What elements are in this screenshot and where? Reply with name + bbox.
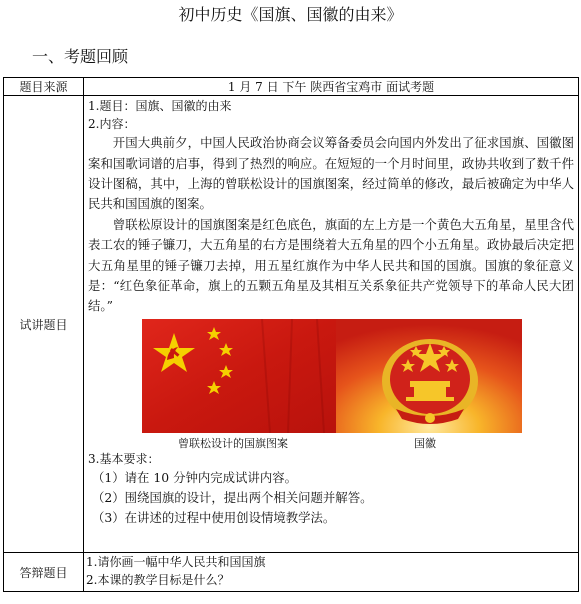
lecture-label: 试讲题目 — [4, 96, 84, 553]
defense-content — [84, 553, 579, 592]
requirement-2: （2）围绕国旗的设计，提出两个相关问题并解答。 — [92, 490, 373, 506]
content-heading: 2.内容： — [88, 116, 136, 131]
emblem-caption: 国徽 — [414, 436, 436, 450]
flag-caption: 曾联松设计的国旗图案 — [178, 436, 288, 450]
source-label: 题目来源 — [4, 78, 84, 96]
lecture-content — [84, 96, 579, 553]
section-heading: 一、考题回顾 — [32, 47, 129, 66]
figure-captions — [88, 433, 574, 451]
defense-row — [4, 553, 579, 592]
source-value: 1 月 7 日 下午 陕西省宝鸡市 面试考题 — [84, 78, 579, 96]
flag-design-image — [142, 319, 337, 433]
requirement-1: （1）请在 10 分钟内完成试讲内容。 — [92, 470, 297, 486]
figures — [88, 319, 574, 433]
requirement-3: （3）在讲述的过程中使用创设情境教学法。 — [92, 510, 336, 526]
source-row — [4, 78, 579, 96]
defense-label: 答辩题目 — [4, 553, 84, 592]
lecture-row — [4, 96, 579, 553]
paragraph-2: 曾联松原设计的国旗图案是红色底色，旗面的左上方是一个黄色大五角星，星里含代表工农的锤子镰刀，大五角星的右方是围绕着大五角星的四个小五角星。政协最后决定把大五角星里的锤子镰刀去掉，用五星红旗作为中华人民共和国的国旗。国旗的象征意义是：“红色象征革命，旗上的五颗五角星及其相互关系象征共产党领导下的革命人民大团结。” — [88, 216, 574, 314]
requirements-heading: 3.基本要求： — [88, 451, 160, 466]
defense-question-2: 2.本课的教学目标是什么？ — [86, 573, 230, 587]
national-emblem-image — [336, 319, 522, 433]
paragraph-1: 开国大典前夕，中国人民政治协商会议筹备委员会向国内外发出了征求国旗、国徽图案和国歌词谱的启事，得到了热烈的响应。在短短的一个月时间里，政协共收到了数千件设计图稿，其中，上海的曾联松设计的国旗图案，经过简单的修改，最后被确定为中华人民共和国国旗的图案。 — [88, 135, 574, 212]
topic-line: 1.题目：国旗、国徽的由来 — [88, 99, 232, 113]
defense-question-1: 1.请你画一幅中华人民共和国国旗 — [86, 555, 266, 569]
document-title: 初中历史《国旗、国徽的由来》 — [178, 5, 403, 24]
exam-table — [3, 77, 579, 592]
